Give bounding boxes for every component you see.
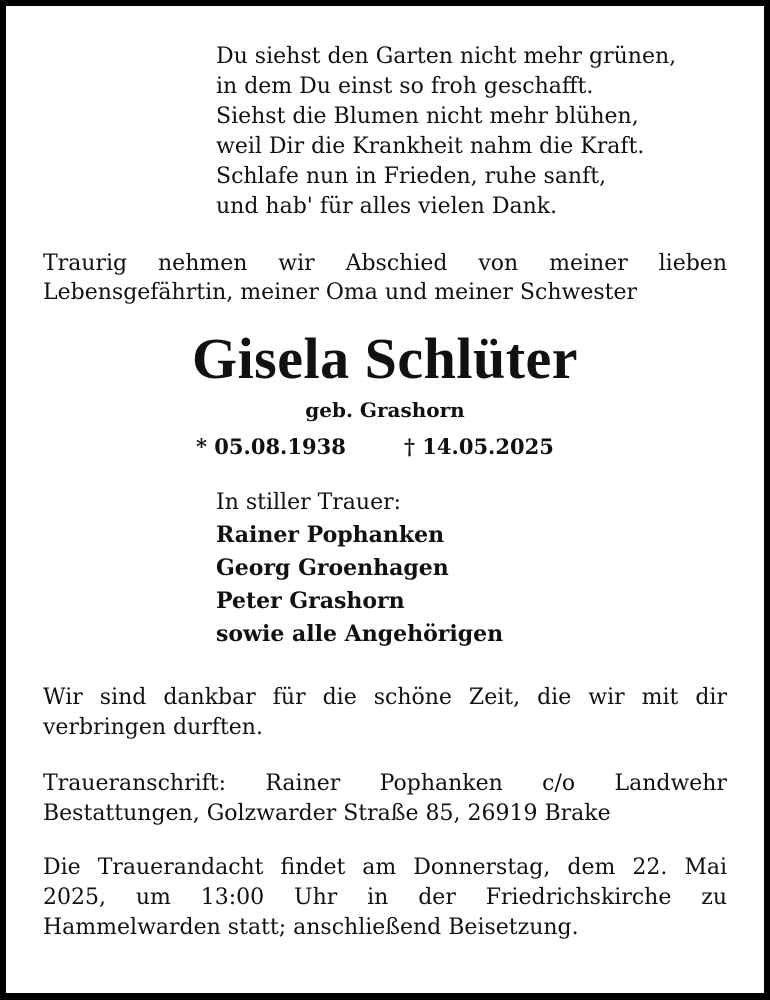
poem-line: Schlafe nun in Frieden, ruhe sanft, (216, 164, 607, 189)
intro-line: Traurig nehmen wir Abschied von meiner lieben (43, 251, 727, 276)
mourner-name: Rainer Pophanken (216, 522, 445, 548)
poem-line: weil Dir die Krankheit nahm die Kraft. (216, 134, 645, 159)
poem-line: Du siehst den Garten nicht mehr grünen, (216, 44, 677, 69)
thanks-paragraph (43, 683, 727, 743)
poem-line: Siehst die Blumen nicht mehr blühen, (216, 104, 639, 129)
birth-date: * 05.08.1938 (196, 434, 346, 459)
intro-line: Lebensgefährtin, meiner Oma und meiner Schwester (43, 280, 637, 305)
service-paragraph (43, 853, 727, 943)
farewell-intro (43, 249, 727, 307)
deceased-name: Gisela Schlüter (191, 326, 579, 391)
service-line: Die Trauerandacht findet am Donnerstag, dem 22. Mai (43, 855, 727, 880)
obituary-notice (6, 6, 764, 993)
death-date: † 14.05.2025 (404, 434, 554, 459)
life-dates (196, 432, 554, 462)
mourner-name: sowie alle Angehörigen (216, 621, 504, 647)
address-line: Bestattungen, Golzwarder Straße 85, 26919 Brake (43, 801, 611, 826)
poem (216, 42, 676, 222)
mourners-list (216, 486, 503, 651)
poem-line: und hab' für alles vielen Dank. (216, 194, 558, 219)
mourner-name: Georg Groenhagen (216, 555, 449, 581)
service-line: 2025, um 13:00 Uhr in der Friedrichskirche zu (43, 885, 727, 910)
maiden-name: geb. Grashorn (305, 398, 465, 422)
thanks-line: verbringen durften. (43, 715, 263, 740)
thanks-line: Wir sind dankbar für die schöne Zeit, die wir mit dir (43, 685, 727, 710)
poem-line: in dem Du einst so froh geschafft. (216, 74, 594, 99)
service-line: Hammelwarden statt; anschließend Beisetzung. (43, 915, 579, 940)
mourner-name: Peter Grashorn (216, 588, 405, 614)
mourners-heading: In stiller Trauer: (216, 490, 402, 515)
address-line: Traueranschrift: Rainer Pophanken c/o Landwehr (43, 771, 727, 796)
address-paragraph (43, 769, 727, 829)
